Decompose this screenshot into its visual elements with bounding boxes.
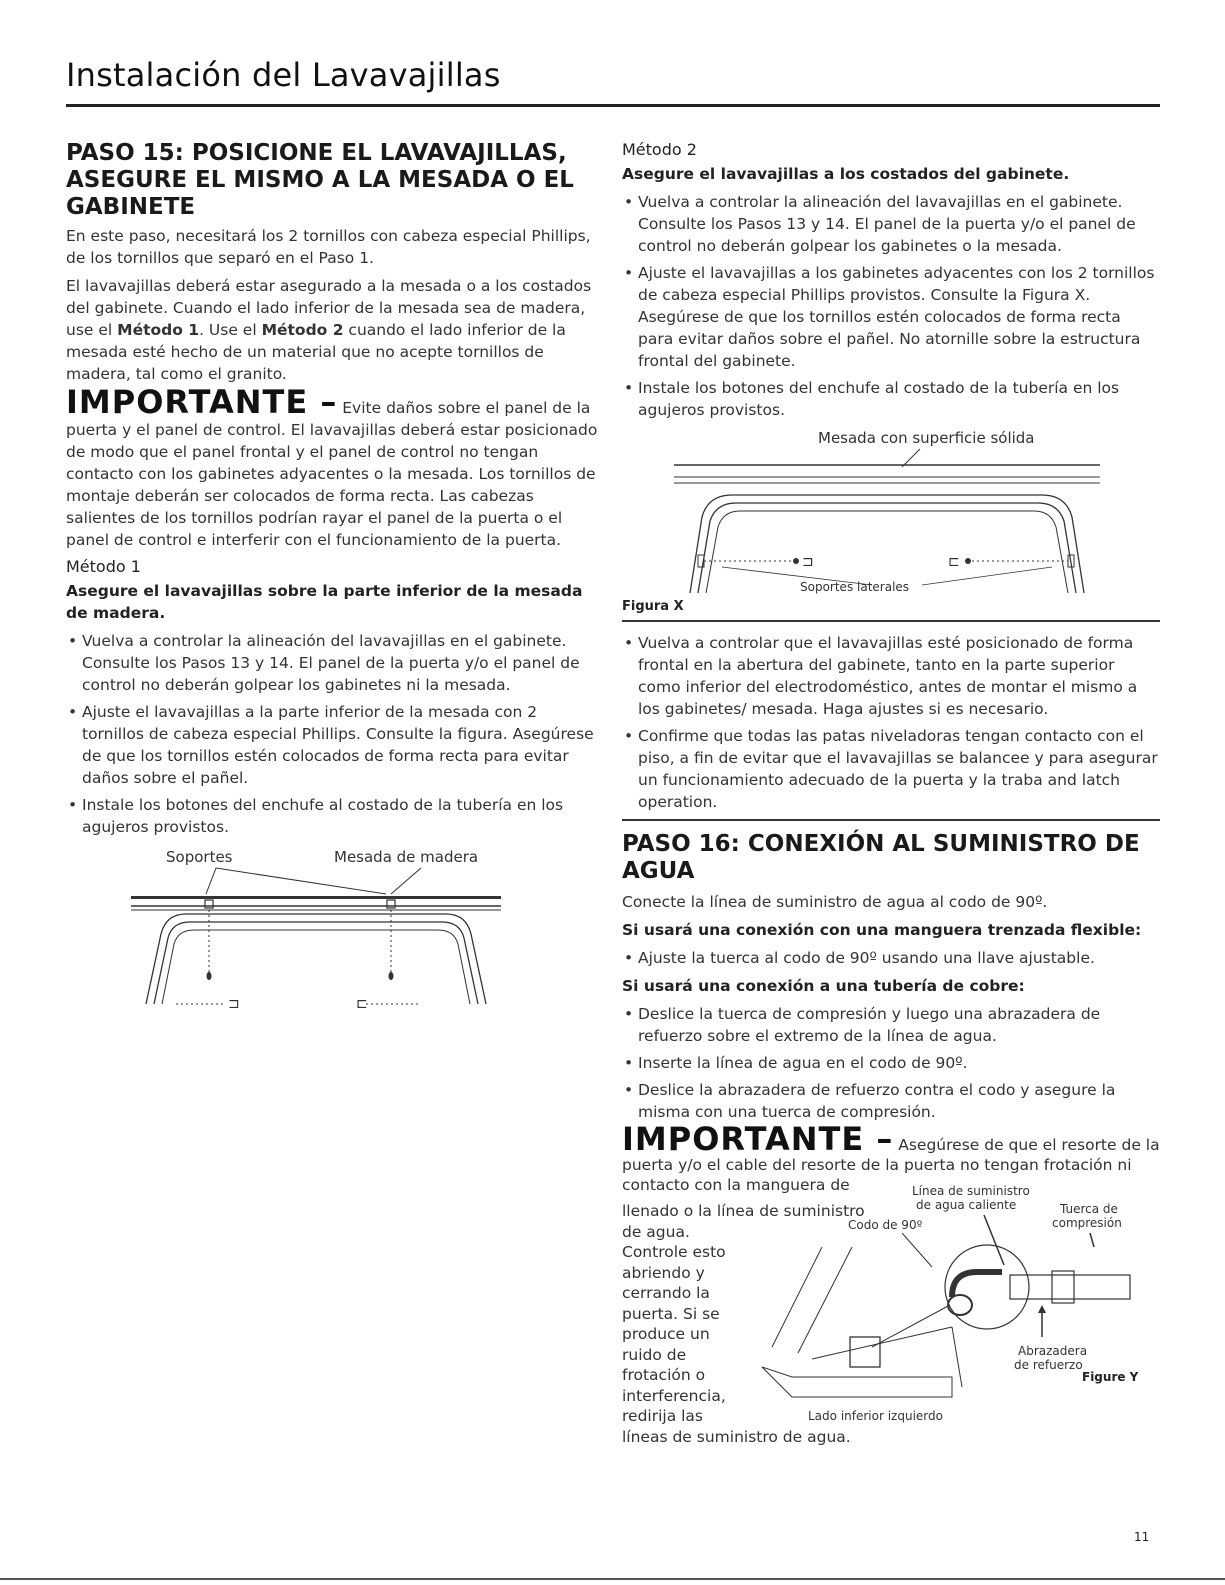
metodo1-bullets: [66, 630, 602, 838]
figx-label-mesada: Mesada con superficie sólida: [818, 429, 1035, 447]
list-item: • Vuelva a controlar la alineación del lavavajillas en el gabinete. Consulte los Pasos 13 y 14. El panel de la puerta y/o el panel de control no deberán golpear los gabinetes o la mesada.: [622, 191, 1160, 257]
right-column: [622, 140, 1160, 1469]
section-rule: [622, 620, 1160, 622]
importante-2-notice: IMPORTANTE – Asegúrese de que el resorte de la puerta y/o el cable del resorte de la puerta no tengan frotación ni contacto con la manguera de: [622, 1120, 1160, 1194]
list-item: • Inserte la línea de agua en el codo de 90º.: [622, 1052, 1160, 1074]
paso15-heading: PASO 15: POSICIONE EL LAVAVAJILLAS, ASEGURE EL MISMO A LA MESADA O EL GABINETE: [66, 140, 574, 220]
figy-codo-label: Codo de 90º: [848, 1218, 923, 1232]
page-title: Instalación del Lavavajillas: [66, 56, 501, 94]
metodo2-bullets: [622, 191, 1160, 421]
list-item: • Instale los botones del enchufe al costado de la tubería en los agujeros provistos.: [66, 794, 602, 838]
figure-y: [752, 1177, 1152, 1427]
list-item: • Ajuste la tuerca al codo de 90º usando una llave ajustable.: [622, 947, 1160, 969]
importante-word: IMPORTANTE –: [66, 383, 338, 421]
list-item: • Instale los botones del enchufe al costado de la tubería en los agujeros provistos.: [622, 377, 1160, 421]
paso16-intro: Conecte la línea de suministro de agua al codo de 90º.: [622, 893, 1048, 911]
figy-linea-label-1: Línea de suministro: [912, 1184, 1030, 1198]
paso16-heading: PASO 16: CONEXIÓN AL SUMINISTRO DE AGUA: [622, 831, 1140, 884]
figura-x-caption: Figura X: [622, 599, 684, 614]
list-item: • Vuelva a controlar que el lavavajillas esté posicionado de forma frontal en la abertura del gabinete, tanto en la parte superior como inferior del electrodoméstico, antes de montar el mismo a los gabinetes/ mesada. Haga ajustes si es necesario.: [622, 632, 1160, 720]
title-rule: [66, 104, 1160, 107]
paso15-intro-1: En este paso, necesitará los 2 tornillos con cabeza especial Phillips, de los tornillos que separó en el Paso 1.: [66, 227, 591, 267]
left-column: [66, 140, 602, 1013]
figx-label-soportes: Soportes laterales: [800, 580, 910, 594]
page-number: 11: [1134, 1530, 1150, 1544]
svg-text:⊐: ⊐: [802, 554, 814, 570]
list-item: • Ajuste el lavavajillas a los gabinetes adyacentes con los 2 tornillos de cabeza especial Phillips provistos. Consulte la Figura X. Asegúrese de que los tornillos estén colocados de forma recta para evitar daños sobre el pañel. No atornille sobre la estructura frontal del gabinete.: [622, 262, 1160, 372]
figy-linea-label-2: de agua caliente: [916, 1198, 1017, 1212]
list-item: • Vuelva a controlar la alineación del lavavajillas en el gabinete. Consulte los Pasos 13 y 14. El panel de la puerta y/o el panel de control no deberán golpear los gabinetes ni la mesada.: [66, 630, 602, 696]
cobre-bullets: [622, 1003, 1160, 1123]
bottom-rule: [0, 1578, 1225, 1580]
section-rule: [622, 819, 1160, 821]
svg-text:⊐: ⊐: [228, 996, 240, 1009]
check-bullets: [622, 632, 1160, 813]
list-item: • Ajuste el lavavajillas a la parte inferior de la mesada con 2 tornillos de cabeza especial Phillips. Consulte la figura. Asegúrese de que los tornillos estén colocados de forma recta para evitar daños sobre el pañel.: [66, 701, 602, 789]
list-item: • Confirme que todas las patas niveladoras tengan contacto con el piso, a fin de evitar que el lavavajillas se balancee y para asegurar un funcionamiento adecuado de la puerta y la traba and latch operation.: [622, 725, 1160, 813]
metodo1-subheading: Asegure el lavavajillas sobre la parte inferior de la mesada de madera.: [66, 582, 583, 622]
svg-text:⊏: ⊏: [356, 996, 368, 1009]
fig1-label-mesada: Mesada de madera: [334, 848, 479, 866]
figy-abrazadera-label-1: Abrazadera: [1018, 1344, 1088, 1358]
metodo2-label: Método 2: [622, 140, 697, 159]
importante-2-block: [622, 1120, 1160, 1469]
metodo2-subheading: Asegure el lavavajillas a los costados del gabinete.: [622, 165, 1070, 183]
fig1-label-soportes: Soportes: [166, 848, 233, 866]
metodo1-figure: [66, 844, 602, 1009]
flex-bullets: [622, 947, 1160, 969]
figy-abrazadera-label-2: de refuerzo: [1014, 1358, 1083, 1372]
importante-2-lines: llenado o la línea de suministro de agua. Controle esto abriendo y cerrando la puerta. Si se produce un ruido de frotación o interferencia, redirija las líneas de suministro de agua.: [622, 1202, 865, 1446]
figy-tuerca-label-1: Tuerca de: [1060, 1202, 1118, 1216]
figura-x: [622, 427, 1160, 597]
list-item: • Deslice la tuerca de compresión y luego una abrazadera de refuerzo sobre el extremo de la línea de agua.: [622, 1003, 1160, 1047]
importante-2-word: IMPORTANTE –: [622, 1120, 894, 1158]
svg-text:⊏: ⊏: [948, 554, 960, 570]
figy-lado-label: Lado inferior izquierdo: [808, 1409, 943, 1423]
paso15-intro-2: El lavavajillas deberá estar asegurado a la mesada o a los costados del gabinete. Cuando el lado inferior de la mesada sea de madera, use el Método 1. Use el Método 2 cuando el lado inferior de la mesada esté hecho de un material que no acepte tornillos de madera, tal como el granito.: [66, 277, 592, 383]
cobre-subheading: Si usará una conexión a una tubería de cobre:: [622, 977, 1025, 995]
list-item: • Deslice la abrazadera de refuerzo contra el codo y asegure la misma con una tuerca de compresión.: [622, 1079, 1160, 1123]
figy-tuerca-label-2: compresión: [1052, 1216, 1122, 1230]
metodo1-label: Método 1: [66, 557, 141, 576]
flex-subheading: Si usará una conexión con una manguera trenzada flexible:: [622, 921, 1142, 939]
figy-caption: Figure Y: [1082, 1370, 1139, 1384]
importante-notice: IMPORTANTE – Evite daños sobre el panel de la puerta y el panel de control. El lavavajillas deberá estar posicionado de modo que el panel frontal y el panel de control no tengan contacto con los gabinetes adyacentes o la mesada. Los tornillos de montaje deberán ser colocados de forma recta. Las cabezas salientes de los tornillos podrían rayar el panel de la puerta o el panel de control e interferir con el funcionamiento de la puerta.: [66, 383, 598, 549]
